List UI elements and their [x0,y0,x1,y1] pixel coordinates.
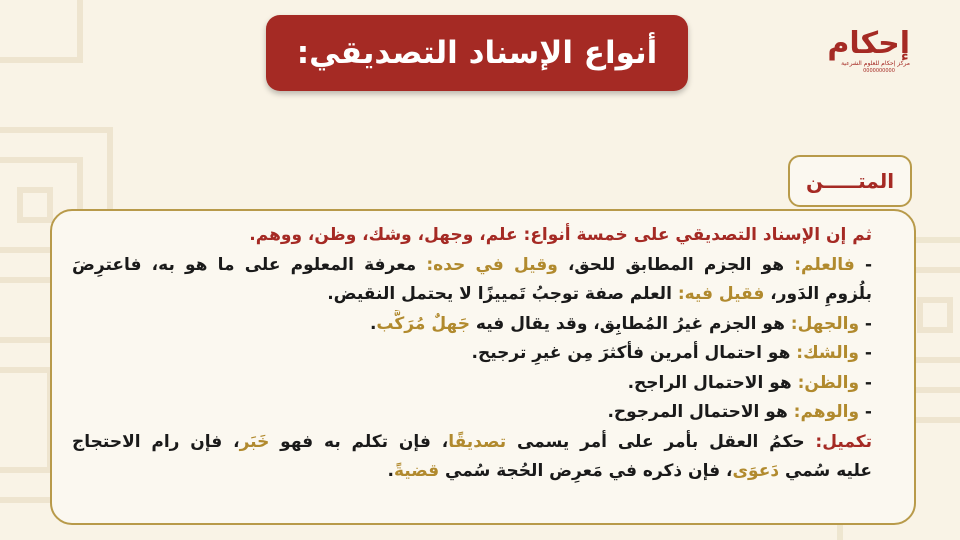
ilm-def3: العلم صفة توجبُ تَمييزًا لا يحتمل النقيض. [327,284,678,304]
logo-subtitle: مركز إحكام للعلوم الشرعية [841,60,910,67]
takmil-qadiyya: قضيةً [393,461,440,481]
wahm-term: والوهم: [793,402,860,422]
takmil-line-1 [72,428,872,458]
intro-text: ثم إن الإسناد التصديقي على خمسة أنواع: علم، وجهل، وشك، وظن، ووهم. [249,225,872,245]
jahl-def: هو الجزم غيرُ المُطابِق، وقد يقال فيه [469,313,791,334]
takmil-def2: ، فإن تكلم به فهو [269,431,449,452]
jahl-line [72,310,872,340]
takmil-line2b: ، فإن ذكره في مَعرِض الحُجة سُمي [439,461,733,481]
ilm-dash: - [854,254,872,275]
shakk-def: هو احتمال أمرين فأكثرَ مِن غيرِ ترجيح. [471,343,797,363]
shakk-dash: - [859,343,872,363]
takmil-line-2 [72,457,872,487]
zann-term: والظن: [797,372,860,393]
ilm-line2: بلُزومِ الدَور، [764,284,872,304]
shakk-line [72,339,872,369]
ilm-line-1 [72,251,872,281]
title-banner [266,15,688,91]
takmil-end: . [387,461,394,481]
logo-mark: إحكام [827,26,910,61]
wahm-dash: - [859,402,872,422]
takmil-term: تكميل: [815,431,872,452]
takmil-khabar: خَبَر [239,431,270,452]
zann-dash: - [859,372,872,393]
takmil-dawa: دَعوَى [732,461,780,481]
ilm-def: هو الجزم المطابق للحق، [557,254,795,275]
section-label [788,155,912,207]
ilm-qila: وقيل في حده: [426,254,558,275]
ilm-term: فالعلم: [794,254,855,275]
wahm-line [72,398,872,428]
section-label-text: المتـــــن [805,169,895,193]
ilm-faqila: فقيل فيه: [677,284,765,304]
takmil-tasdiq: تصديقًا [448,431,507,452]
ilm-line-2 [72,280,872,310]
wahm-def: هو الاحتمال المرجوح. [607,402,794,422]
jahl-dash: - [859,313,872,334]
ilm-def2: معرفة المعلوم على ما هو به، فاعترِضَ [72,254,427,275]
intro-line [72,221,872,251]
zann-line [72,369,872,399]
jahl-term: والجهل: [790,313,860,334]
takmil-line2a: عليه سُمي [779,461,872,481]
jahl-highlight: جَهلٌ مُرَكَّب [376,313,470,334]
zann-def: هو الاحتمال الراجح. [627,372,798,393]
logo [827,26,910,90]
takmil-def: حكمُ العقل بأمر على أمر يسمى [506,431,816,452]
content-box [50,209,916,525]
takmil-def3: ، فإن رام الاحتجاج [72,431,240,452]
jahl-end: . [369,313,377,334]
logo-phone: 0000000000 [863,68,895,74]
shakk-term: والشك: [796,343,860,363]
page-title: أنواع الإسناد التصديقي: [296,35,658,71]
